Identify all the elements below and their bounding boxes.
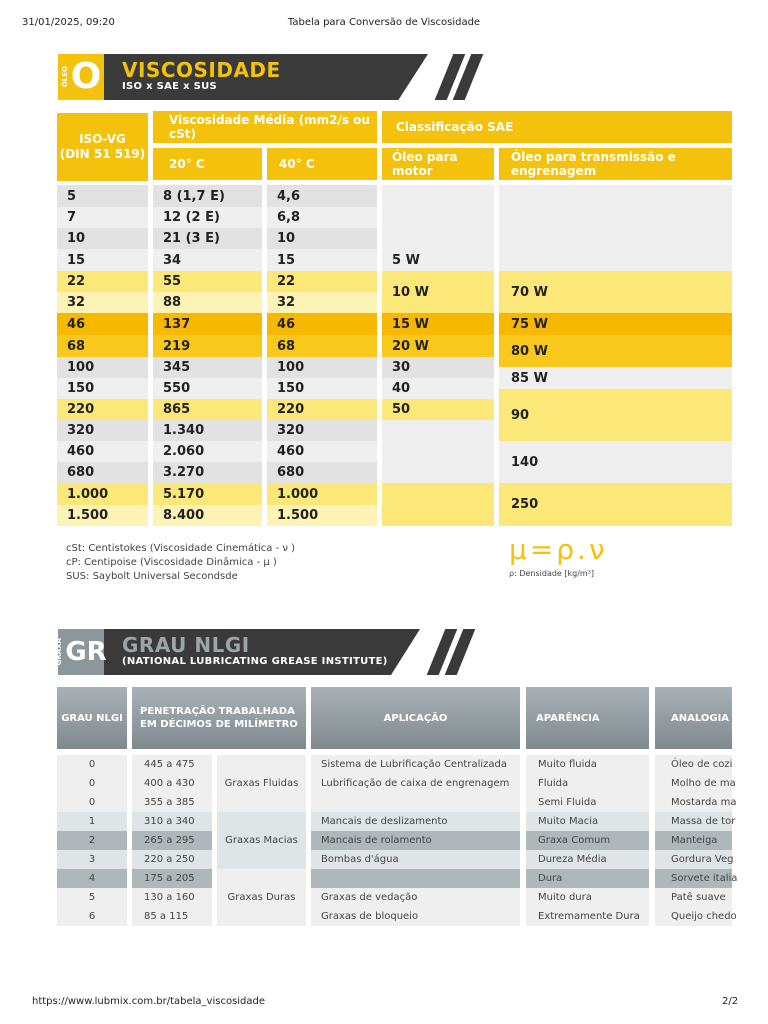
nlgi-apa-cell: Fluida xyxy=(526,774,649,793)
c40-cell: 68 xyxy=(267,335,377,357)
group-duras: Graxas Duras xyxy=(217,869,306,926)
c40-cell: 22 xyxy=(267,271,377,292)
note-cp: cP: Centipoise (Viscosidade Dinâmica - μ ) xyxy=(66,557,277,568)
motor-cell: 5 W xyxy=(382,249,494,271)
nlgi-pen-cell: 355 a 385 xyxy=(132,793,212,812)
iso-vg-cell: 22 xyxy=(57,271,148,292)
c40-cell: 150 xyxy=(267,378,377,399)
nlgi-grau-header: GRAU NLGI xyxy=(57,687,127,749)
nlgi-grau-cell: 4 xyxy=(57,869,127,888)
nlgi-grau-cell: 3 xyxy=(57,850,127,869)
c40-cell: 32 xyxy=(267,292,377,313)
nlgi-pen-cell: 265 a 295 xyxy=(132,831,212,850)
group-fluidas: Graxas Fluidas xyxy=(217,755,306,812)
iso-vg-cell: 100 xyxy=(57,357,148,378)
group-macias: Graxas Macias xyxy=(217,812,306,869)
oil-badge-icon: ÓLEO O xyxy=(58,54,104,100)
nlgi-pen-cell: 445 a 475 xyxy=(132,755,212,774)
nlgi-grau-cell: 0 xyxy=(57,774,127,793)
iso-vg-cell: 150 xyxy=(57,378,148,399)
trans-header: Óleo para transmissão e engrenagem xyxy=(499,148,732,180)
print-title: Tabela para Conversão de Viscosidade xyxy=(287,17,481,28)
nlgi-grau-cell: 0 xyxy=(57,793,127,812)
nlgi-apl-cell: Sistema de Lubrificação Centralizada xyxy=(311,755,520,774)
trans-cell: 250 xyxy=(499,483,732,526)
trans-cell: 85 W xyxy=(499,367,732,389)
motor-header: Óleo para motor xyxy=(382,148,494,180)
c20-cell: 345 xyxy=(153,357,262,378)
note-cst: cSt: Centistokes (Viscosidade Cinemática - ν ) xyxy=(66,543,296,554)
nlgi-grau-cell: 6 xyxy=(57,907,127,926)
nlgi-apa-cell: Muito Macia xyxy=(526,812,649,831)
motor-cell: 15 W xyxy=(382,313,494,335)
nlgi-ana-cell: Sorvete italia xyxy=(655,869,732,888)
nlgi-apl-cell: Mancais de deslizamento xyxy=(311,812,520,831)
nlgi-grau-cell: 0 xyxy=(57,755,127,774)
nlgi-ana-cell: Óleo de cozi xyxy=(655,755,732,774)
nlgi-apl-cell: Mancais de rolamento xyxy=(311,831,520,850)
c20-cell: 5.170 xyxy=(153,483,262,505)
nlgi-pen-cell: 85 a 115 xyxy=(132,907,212,926)
nlgi-grau-cell: 1 xyxy=(57,812,127,831)
iso-vg-cell: 1.000 xyxy=(57,483,148,505)
nlgi-apa-cell: Graxa Comum xyxy=(526,831,649,850)
nlgi-ana-cell: Gordura Veg xyxy=(655,850,732,869)
c40-header: 40° C xyxy=(267,148,377,180)
print-url[interactable]: https://www.lubmix.com.br/tabela_viscosidade xyxy=(32,996,266,1007)
c20-cell: 3.270 xyxy=(153,462,262,483)
iso-vg-cell: 220 xyxy=(57,399,148,420)
iso-vg-cell: 32 xyxy=(57,292,148,313)
c40-cell: 4,6 xyxy=(267,185,377,207)
nlgi-title: GRAU NLGI xyxy=(122,633,250,657)
nlgi-ana-cell: Mostarda ma xyxy=(655,793,732,812)
iso-vg-cell: 46 xyxy=(57,313,148,335)
iso-vg-cell: 680 xyxy=(57,462,148,483)
print-datetime: 31/01/2025, 09:20 xyxy=(22,17,115,28)
nlgi-apa-cell: Dureza Média xyxy=(526,850,649,869)
trans-cell: 80 W xyxy=(499,335,732,367)
c40-cell: 15 xyxy=(267,249,377,271)
c40-cell: 1.500 xyxy=(267,505,377,526)
nlgi-apl-cell xyxy=(311,869,520,888)
c20-cell: 55 xyxy=(153,271,262,292)
note-sus: SUS: Saybolt Universal Secondsde xyxy=(66,571,238,582)
nlgi-subtitle: (NATIONAL LUBRICATING GREASE INSTITUTE) xyxy=(122,656,388,667)
c20-cell: 88 xyxy=(153,292,262,313)
density-note: ρ: Densidade [kg/m³] xyxy=(509,569,595,578)
nlgi-ana-cell: Massa de tor xyxy=(655,812,732,831)
trans-cell: 140 xyxy=(499,441,732,483)
c40-cell: 10 xyxy=(267,228,377,249)
nlgi-ana-cell: Queijo chedo xyxy=(655,907,732,926)
c40-cell: 680 xyxy=(267,462,377,483)
nlgi-apa-cell: Dura xyxy=(526,869,649,888)
viscosity-banner xyxy=(58,54,488,100)
nlgi-pen-cell: 310 a 340 xyxy=(132,812,212,831)
c20-cell: 2.060 xyxy=(153,441,262,462)
trans-cell xyxy=(499,185,732,271)
nlgi-apl-cell: Bombas d'água xyxy=(311,850,520,869)
media-header: Viscosidade Média (mm2/s ou cSt) xyxy=(153,111,377,143)
nlgi-pen-cell: 130 a 160 xyxy=(132,888,212,907)
c20-cell: 21 (3 E) xyxy=(153,228,262,249)
nlgi-apa-cell: Extremamente Dura xyxy=(526,907,649,926)
c20-cell: 12 (2 E) xyxy=(153,207,262,228)
nlgi-ana-cell: Molho de ma xyxy=(655,774,732,793)
iso-vg-cell: 320 xyxy=(57,420,148,441)
c20-cell: 550 xyxy=(153,378,262,399)
nlgi-apa-cell: Semi Fluida xyxy=(526,793,649,812)
c40-cell: 100 xyxy=(267,357,377,378)
nlgi-apl-cell: Graxas de bloqueio xyxy=(311,907,520,926)
iso-vg-cell: 5 xyxy=(57,185,148,207)
viscosity-notes xyxy=(66,542,295,584)
nlgi-pen-header: PENETRAÇÃO TRABALHADA EM DÉCIMOS DE MILÍMETRO xyxy=(132,687,306,749)
motor-cell: 50 xyxy=(382,399,494,420)
iso-vg-cell: 1.500 xyxy=(57,505,148,526)
nlgi-grau-cell: 5 xyxy=(57,888,127,907)
nlgi-pen-cell: 220 a 250 xyxy=(132,850,212,869)
c20-cell: 34 xyxy=(153,249,262,271)
iso-vg-cell: 68 xyxy=(57,335,148,357)
viscosity-formula: μ=ρ.ν xyxy=(509,533,608,566)
nlgi-pen-cell: 175 a 205 xyxy=(132,869,212,888)
trans-cell: 90 xyxy=(499,389,732,441)
nlgi-apa-header: APARÊNCIA xyxy=(526,687,649,749)
iso-vg-cell: 10 xyxy=(57,228,148,249)
nlgi-grau-cell: 2 xyxy=(57,831,127,850)
c40-cell: 220 xyxy=(267,399,377,420)
nlgi-apa-cell: Muito dura xyxy=(526,888,649,907)
c20-cell: 8.400 xyxy=(153,505,262,526)
iso-vg-cell: 15 xyxy=(57,249,148,271)
nlgi-pen-cell: 400 a 430 xyxy=(132,774,212,793)
trans-cell: 75 W xyxy=(499,313,732,335)
iso-vg-cell: 460 xyxy=(57,441,148,462)
nlgi-apl-cell: Lubrificação de caixa de engrenagem xyxy=(311,774,520,793)
c20-cell: 219 xyxy=(153,335,262,357)
motor-cell xyxy=(382,420,494,483)
motor-cell: 20 W xyxy=(382,335,494,357)
c40-cell: 320 xyxy=(267,420,377,441)
c20-cell: 137 xyxy=(153,313,262,335)
iso-vg-cell: 7 xyxy=(57,207,148,228)
c40-cell: 1.000 xyxy=(267,483,377,505)
viscosity-title: VISCOSIDADE xyxy=(122,58,281,82)
nlgi-ana-cell: Manteiga xyxy=(655,831,732,850)
c20-header: 20° C xyxy=(153,148,262,180)
trans-cell: 70 W xyxy=(499,271,732,313)
motor-cell xyxy=(382,185,494,249)
grease-badge-icon: GRAXA GR xyxy=(58,629,104,675)
nlgi-ana-cell: Patê suave xyxy=(655,888,732,907)
nlgi-ana-header: ANALOGIA C xyxy=(655,687,732,749)
viscosity-subtitle: ISO x SAE x SUS xyxy=(122,81,218,92)
nlgi-apl-cell: Graxas de vedação xyxy=(311,888,520,907)
c20-cell: 1.340 xyxy=(153,420,262,441)
nlgi-apa-cell: Muito fluida xyxy=(526,755,649,774)
c20-cell: 8 (1,7 E) xyxy=(153,185,262,207)
nlgi-banner xyxy=(55,629,478,675)
motor-cell: 30 xyxy=(382,357,494,378)
c40-cell: 6,8 xyxy=(267,207,377,228)
nlgi-apl-header: APLICAÇÃO xyxy=(311,687,520,749)
sae-header: Classificação SAE xyxy=(382,111,732,143)
motor-cell: 10 W xyxy=(382,271,494,313)
nlgi-apl-cell xyxy=(311,793,520,812)
print-page-number: 2/2 xyxy=(722,996,739,1007)
c40-cell: 46 xyxy=(267,313,377,335)
motor-cell xyxy=(382,483,494,526)
c20-cell: 865 xyxy=(153,399,262,420)
iso-vg-header: ISO-VG (DIN 51 519) xyxy=(57,113,148,181)
motor-cell: 40 xyxy=(382,378,494,399)
c40-cell: 460 xyxy=(267,441,377,462)
